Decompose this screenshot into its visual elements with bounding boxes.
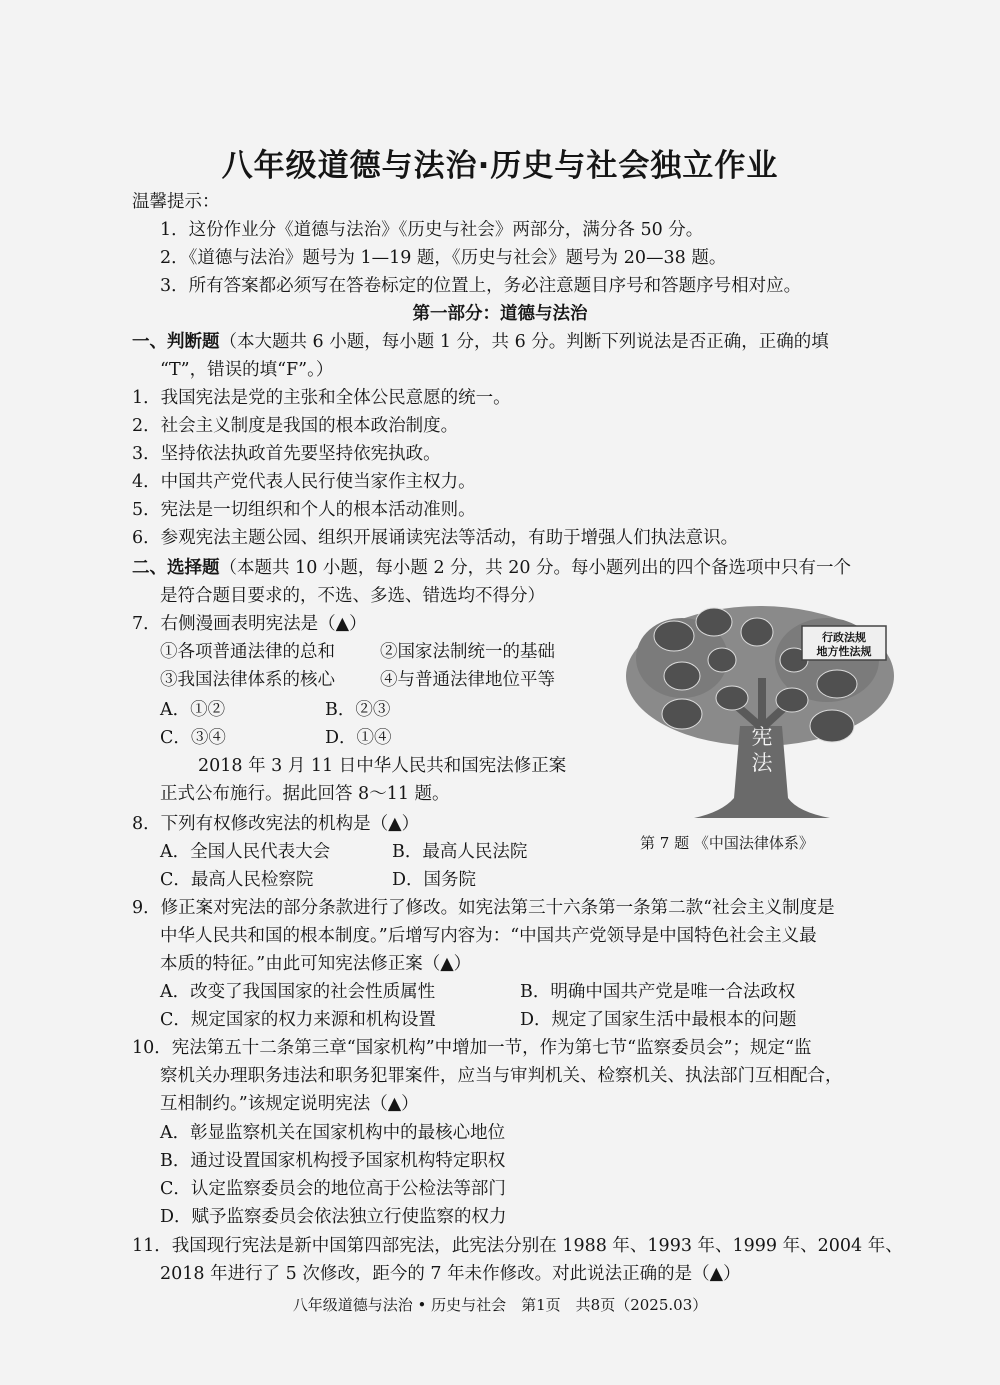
- q10-stem-cont: 互相制约。”该规定说明宪法（▲）: [160, 1094, 419, 1114]
- q7-statement: ②国家法制统一的基础: [380, 642, 555, 662]
- section1-desc: （本大题共 6 小题，每小题 1 分，共 6 分。判断下列说法是否正确，正确的填: [219, 332, 829, 352]
- section2-desc: （本题共 10 小题，每小题 2 分，共 20 分。每小题列出的四个备选项中只有一个: [219, 558, 852, 578]
- trunk-label-1: 宪: [751, 725, 773, 749]
- sign-label-2: 地方性法规: [816, 645, 872, 658]
- q7-option-c: C．③④: [160, 728, 226, 748]
- q8-option-d: D．国务院: [392, 870, 477, 890]
- intro-8-11-cont: 正式公布施行。据此回答 8～11 题。: [160, 784, 450, 804]
- q9-stem-cont: 本质的特征。”由此可知宪法修正案（▲）: [160, 954, 472, 974]
- tips-heading: 温馨提示：: [132, 192, 220, 212]
- q9-stem-cont: 中华人民共和国的根本制度。”后增写内容为：“中国共产党领导是中国特色社会主义最: [160, 926, 817, 946]
- tip-item: 2．《道德与法治》题号为 1—19 题，《历史与社会》题号为 20—38 题。: [160, 248, 727, 268]
- q10-stem: 10．宪法第五十二条第三章“国家机构”中增加一节，作为第七节“监察委员会”；规定“监: [132, 1038, 812, 1058]
- figure-caption: 第 7 题 《中国法律体系》: [640, 834, 814, 852]
- q10-option-c: C．认定监察委员会的地位高于公检法等部门: [160, 1179, 506, 1199]
- q8-option-a: A．全国人民代表大会: [160, 842, 331, 862]
- q9-option-a: A．改变了我国国家的社会性质属性: [160, 982, 436, 1002]
- section2-header: [132, 556, 851, 580]
- page-title: 八年级道德与法治·历史与社会独立作业: [221, 148, 779, 184]
- trunk-label-2: 法: [751, 751, 773, 775]
- q10-option-d: D．赋予监察委员会依法独立行使监察的权力: [160, 1207, 507, 1227]
- q7-statement: ④与普通法律地位平等: [380, 670, 555, 690]
- page-footer: 八年级道德与法治 • 历史与社会 第1页 共8页（2025.03）: [292, 1296, 708, 1314]
- q9-option-c: C．规定国家的权力来源和机构设置: [160, 1010, 436, 1030]
- judge-item: 3．坚持依法执政首先要坚持依宪执政。: [132, 444, 441, 464]
- q10-option-a: A．彰显监察机关在国家机构中的最核心地位: [160, 1123, 506, 1143]
- q8-option-c: C．最高人民检察院: [160, 870, 314, 890]
- judge-item: 2．社会主义制度是我国的根本政治制度。: [132, 416, 459, 436]
- q11-stem: 11．我国现行宪法是新中国第四部宪法，此宪法分别在 1988 年、1993 年、1999 年、2004 年、: [132, 1236, 903, 1256]
- q7-option-d: D．①④: [325, 728, 392, 748]
- section2-desc-cont: 是符合题目要求的，不选、多选、错选均不得分）: [160, 586, 545, 606]
- section1-header: [132, 330, 829, 354]
- q10-option-b: B．通过设置国家机构授予国家机构特定职权: [160, 1151, 506, 1171]
- tip-item: 3．所有答案都必须写在答卷标定的位置上，务必注意题目序号和答题序号相对应。: [160, 276, 802, 296]
- judge-item: 4．中国共产党代表人民行使当家作主权力。: [132, 472, 476, 492]
- q9-stem: 9．修正案对宪法的部分条款进行了修改。如宪法第三十六条第一条第二款“社会主义制度是: [132, 898, 835, 918]
- q11-stem-cont: 2018 年进行了 5 次修改，距今的 7 年未作修改。对此说法正确的是（▲）: [160, 1264, 741, 1284]
- q7-statement: ①各项普通法律的总和: [160, 642, 335, 662]
- q8-option-b: B．最高人民法院: [392, 842, 528, 862]
- sign-label-1: 行政法规: [822, 631, 866, 644]
- section2-label: 二、选择题: [132, 558, 220, 578]
- section1-label: 一、判断题: [132, 332, 220, 352]
- judge-item: 6．参观宪法主题公园、组织开展诵读宪法等活动，有助于增强人们执法意识。: [132, 528, 739, 548]
- judge-item: 1．我国宪法是党的主张和全体公民意愿的统一。: [132, 388, 511, 408]
- q7-stem: 7．右侧漫画表明宪法是（▲）: [132, 614, 367, 634]
- q7-option-b: B．②③: [325, 700, 391, 720]
- tip-item: 1．这份作业分《道德与法治》《历史与社会》两部分，满分各 50 分。: [160, 220, 704, 240]
- intro-8-11: 2018 年 3 月 11 日中华人民共和国宪法修正案: [198, 756, 567, 776]
- q9-option-b: B．明确中国共产党是唯一合法政权: [520, 982, 796, 1002]
- judge-item: 5．宪法是一切组织和个人的根本活动准则。: [132, 500, 476, 520]
- q10-stem-cont: 察机关办理职务违法和职务犯罪案件，应当与审判机关、检察机关、执法部门互相配合，: [160, 1066, 843, 1086]
- section1-desc-cont: “T”，错误的填“F”。）: [160, 360, 334, 380]
- q7-option-a: A．①②: [160, 700, 226, 720]
- legal-system-tree-figure: [622, 598, 897, 826]
- q8-stem: 8．下列有权修改宪法的机构是（▲）: [132, 814, 420, 834]
- q9-option-d: D．规定了国家生活中最根本的问题: [520, 1010, 797, 1030]
- part1-heading: 第一部分：道德与法治: [412, 304, 588, 324]
- q7-statement: ③我国法律体系的核心: [160, 670, 335, 690]
